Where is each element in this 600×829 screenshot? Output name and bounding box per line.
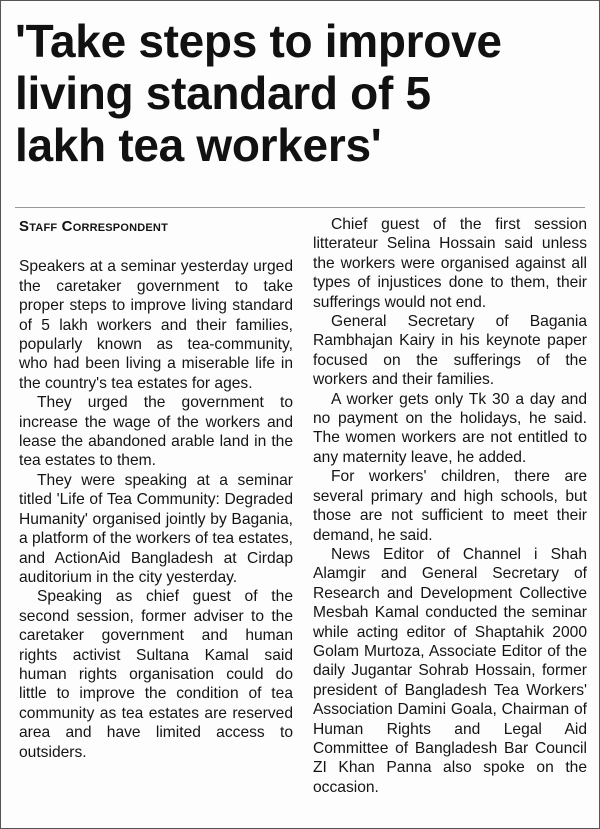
- headline-line: living standard of 5: [15, 67, 431, 119]
- article-paragraph: Chief guest of the first session litterateur Selina Hossain said unless the workers were organised against all types of injustices done to them, their sufferings would not end.: [313, 216, 587, 311]
- article-paragraph: For workers' children, there are several primary and high schools, but those are not sufficient to meet their demand, he said.: [313, 468, 587, 544]
- article-paragraph: News Editor of Channel i Shah Alamgir and General Secretary of Research and Development Collective Mesbah Kamal conducted the seminar while acting editor of Shaptahik 2000 Golam Murtoza, Associate Editor of the daily Jugantar Sohrab Hossain, former president of Bangladesh Tea Workers' Association Damini Goala, Chairman of Human Rights and Legal Aid Committee of Bangladesh Bar Council ZI Khan Panna also spoke on the occasion.: [313, 545, 587, 796]
- headline: [15, 15, 595, 171]
- article-paragraph: They were speaking at a seminar titled 'Life of Tea Community: Degraded Humanity' organised jointly by Bagania, a platform of the workers of tea estates, and ActionAid Bangladesh at Cirdap auditorium in the city yesterday.: [19, 471, 293, 586]
- article-column-right: [313, 215, 587, 797]
- byline: Staff Correspondent: [19, 218, 168, 235]
- headline-line: lakh tea workers': [15, 119, 382, 171]
- article-paragraph: General Secretary of Bagania Rambhajan Kairy in his keynote paper focused on the sufferings of the workers and their families.: [313, 313, 587, 389]
- article-column-left: [19, 215, 293, 762]
- headline-line: 'Take steps to improve: [15, 15, 502, 67]
- headline-divider: [15, 207, 585, 208]
- article-paragraph: Speaking as chief guest of the second session, former adviser to the caretaker government and human rights activist Sultana Kamal said human rights organisation could do little to improve the condition of tea community as tea estates are reserved area and have limited access to outsiders.: [19, 588, 293, 761]
- article-paragraph: A worker gets only Tk 30 a day and no payment on the holidays, he said. The women workers are not entitled to any maternity leave, he added.: [313, 390, 587, 466]
- article-paragraph: They urged the government to increase the wage of the workers and lease the abandoned arable land in the tea estates to them.: [19, 394, 293, 470]
- article-paragraph: Speakers at a seminar yesterday urged the caretaker government to take proper steps to improve living standard of 5 lakh workers and their families, popularly known as tea-community, who had been living a miserable life in the country's tea estates for ages.: [19, 258, 293, 392]
